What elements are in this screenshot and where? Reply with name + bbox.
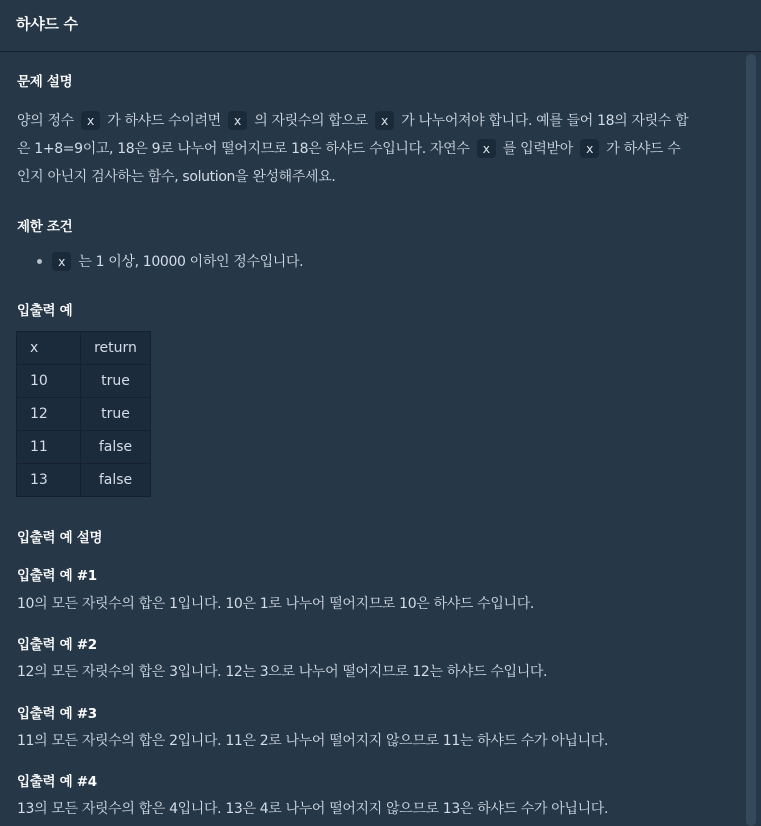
example-3-title: 입출력 예 #3: [17, 706, 97, 722]
text: 은 1+8=9이고, 18은 9로 나누어 떨어지므로 18은 하샤드 수입니다. 자연수: [17, 141, 470, 157]
text: 가 하샤드 수이려면: [107, 113, 221, 129]
examples-heading: 입출력 예: [17, 303, 73, 319]
text: 양의 정수: [17, 113, 74, 129]
table-cell: 10: [17, 365, 81, 398]
problem-description-panel: [0, 53, 742, 826]
text: 가 하샤드 수: [606, 141, 681, 157]
table-row: [17, 431, 151, 464]
table-cell: true: [81, 365, 151, 398]
description-line-2: [17, 138, 680, 158]
table-cell: false: [81, 464, 151, 497]
table-row: [17, 464, 151, 497]
example-1-text: 10의 모든 자릿수의 합은 1입니다. 10은 1로 나누어 떨어지므로 10은 하샤드 수입니다.: [17, 596, 534, 612]
text: 를 입력받아: [502, 141, 573, 157]
text: 의 자릿수의 합으로: [254, 113, 368, 129]
inline-code: x: [580, 139, 599, 158]
vertical-scrollbar[interactable]: [746, 54, 756, 826]
problem-header: [0, 0, 761, 52]
table-row: [17, 365, 151, 398]
examples-table: [16, 331, 151, 497]
text: 는 1 이상, 10000 이하인 정수입니다.: [78, 254, 304, 270]
table-cell: 13: [17, 464, 81, 497]
example-4-text: 13의 모든 자릿수의 합은 4입니다. 13은 4로 나누어 떨어지지 않으므로 13은 하샤드 수가 아닙니다.: [17, 801, 609, 817]
table-header-cell: return: [81, 332, 151, 365]
inline-code: x: [81, 111, 100, 130]
bullet-icon: [37, 259, 42, 264]
example-1-title: 입출력 예 #1: [17, 568, 97, 584]
constraints-heading: 제한 조건: [17, 219, 73, 235]
description-line-1: [17, 110, 688, 130]
table-header-row: [17, 332, 151, 365]
table-cell: 12: [17, 398, 81, 431]
example-2-text: 12의 모든 자릿수의 합은 3입니다. 12는 3으로 나누어 떨어지므로 12는 하샤드 수입니다.: [17, 664, 548, 680]
inline-code: x: [477, 139, 496, 158]
table-row: [17, 398, 151, 431]
table-cell: 11: [17, 431, 81, 464]
inline-code: x: [228, 111, 247, 130]
table-cell: true: [81, 398, 151, 431]
inline-code: x: [375, 111, 394, 130]
description-line-3: 인지 아닌지 검사하는 함수, solution을 완성해주세요.: [17, 169, 336, 185]
text: 가 나누어져야 합니다. 예를 들어 18의 자릿수 합: [401, 113, 689, 129]
example-3-text: 11의 모든 자릿수의 합은 2입니다. 11은 2로 나누어 떨어지지 않으므로 11는 하샤드 수가 아닙니다.: [17, 733, 609, 749]
example-2-title: 입출력 예 #2: [17, 637, 97, 653]
table-cell: false: [81, 431, 151, 464]
table-header-cell: x: [17, 332, 81, 365]
inline-code: x: [52, 252, 71, 271]
constraint-item: [52, 251, 303, 271]
explanation-heading: 입출력 예 설명: [17, 530, 103, 546]
problem-title: 하샤드 수: [16, 15, 78, 33]
description-heading: 문제 설명: [17, 74, 73, 90]
example-4-title: 입출력 예 #4: [17, 774, 97, 790]
